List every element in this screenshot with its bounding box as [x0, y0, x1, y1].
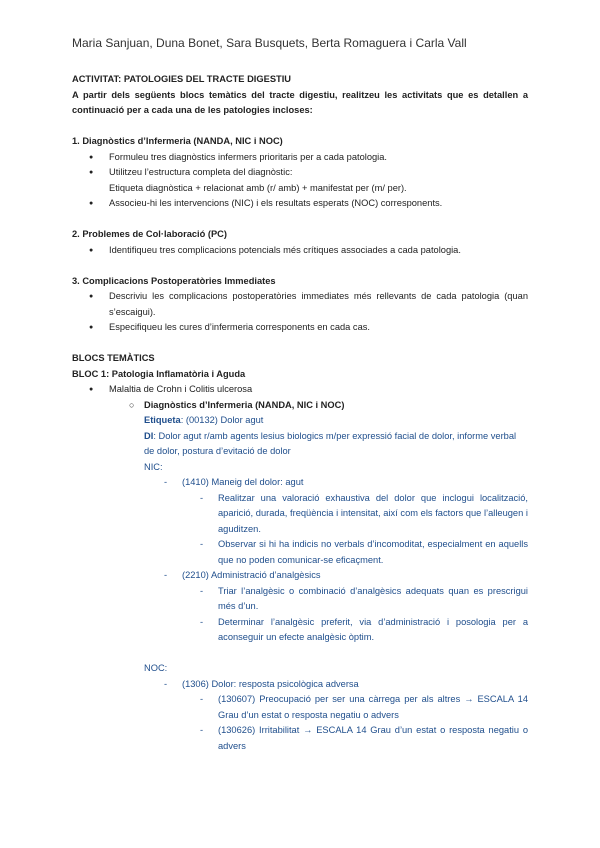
list-item: ● Descriviu les complicacions postoperatòries immediates més rellevants de cada patologia (quan s’escaigui). — [72, 289, 528, 320]
di-line — [72, 429, 528, 460]
dash-bullet-icon: - — [200, 492, 204, 503]
list-item: ● Associeu-hi les intervencions (NIC) i els resultats esperats (NOC) corresponents. — [72, 196, 528, 212]
list-item: ● Identifiqueu tres complicacions potencials més crítiques associades a cada patologia. — [72, 243, 528, 259]
bloc1-list — [72, 382, 528, 398]
section-heading: 1. Diagnòstics d’Infermeria (NANDA, NIC i NOC) — [72, 136, 283, 146]
dash-bullet-icon: - — [164, 678, 168, 689]
dash-bullet-icon: - — [164, 570, 168, 580]
dash-bullet-icon: - — [200, 725, 204, 735]
section-3-list — [72, 289, 528, 336]
diagnostic-subheading: ○ Diagnòstics d’Infermeria (NANDA, NIC i NOC) — [72, 398, 528, 414]
etiqueta-label: Etiqueta — [144, 415, 181, 425]
bloc1-title: BLOC 1: Patologia Inflamatòria i Aguda — [72, 368, 246, 379]
section-heading: 3. Complicacions Postoperatòries Immediates — [72, 275, 276, 286]
dash-bullet-icon: - — [200, 616, 204, 627]
section-1-list — [72, 150, 528, 212]
list-item-continuation: Etiqueta diagnòstica + relacionat amb (r/ amb) + manifestat per (m/ per). — [109, 182, 407, 193]
blocs-title: BLOCS TEMÀTICS — [72, 353, 155, 363]
activity-title: ACTIVITAT: PATOLOGIES DEL TRACTE DIGESTIU — [72, 74, 291, 84]
nic-subitem: - Triar l’analgèsic o combinació d’analgèsics adequats quan es prescrigui més d’un. — [200, 585, 528, 611]
list-item: ● Formuleu tres diagnòstics infermers prioritaris per a cada patologia. — [72, 150, 528, 166]
dash-bullet-icon: - — [164, 477, 168, 487]
nic-subitem: - Determinar l’analgèsic preferit, via d’administració i posologia per a aconseguir un efecte analgèsic òptim. — [200, 616, 528, 642]
section-2-list — [72, 243, 528, 259]
dash-bullet-icon: - — [200, 694, 204, 704]
dash-bullet-icon: - — [200, 539, 204, 549]
list-item: ● Especifiqueu les cures d’infermeria corresponents en cada cas. — [72, 320, 528, 336]
document-body — [72, 72, 528, 754]
di-label: DI — [144, 430, 154, 441]
section-heading: 2. Problemes de Col·laboració (PC) — [72, 229, 227, 239]
list-item — [72, 165, 528, 196]
activity-intro: A partir dels següents blocs temàtics del tracte digestiu, realitzeu les activitats que es detallen a continuació per a cada una de les patologies incloses: — [72, 89, 528, 115]
nic-item: - (1410) Maneig del dolor: agut — [72, 475, 528, 491]
disease-item: ● Malaltia de Crohn i Colitis ulcerosa — [72, 382, 528, 398]
nic-subitem: - Observar si hi ha indicis no verbals d’incomoditat, especialment en aquells que no poden comunicar-se eficaçment. — [200, 539, 528, 565]
di-value: : Dolor agut r/amb agents lesius biologics m/per expressió facial de dolor, informe verbal de dolor, postura d’evitació de dolor — [144, 430, 517, 456]
authors-header: Maria Sanjuan, Duna Bonet, Sara Busquets, Berta Romaguera i Carla Vall — [72, 36, 467, 50]
list-item-text: Utilitzeu l’estructura completa del diagnòstic: — [109, 167, 293, 177]
nic-item: - (2210) Administració d’analgèsics — [72, 568, 528, 584]
circle-bullet-icon: ○ — [129, 399, 135, 410]
nic-label: NIC: — [144, 461, 163, 472]
noc-subitem: - (130626) Irritabilitat → ESCALA 14 Grau d’un estat o resposta negatiu o advers — [200, 725, 528, 751]
etiqueta-value: : (00132) Dolor agut — [180, 415, 264, 425]
etiqueta-line — [72, 413, 528, 429]
dash-bullet-icon: - — [200, 585, 204, 596]
noc-subitem: - (130607) Preocupació per ser una càrrega per als altres → ESCALA 14 Grau d’un estat o resposta negatiu o advers — [200, 694, 528, 720]
noc-item: - (1306) Dolor: resposta psicològica adversa — [72, 677, 528, 693]
noc-label: NOC: — [144, 663, 168, 673]
nic-subitem: - Realitzar una valoració exhaustiva del dolor que inclogui localització, aparició, durada, freqüència i intensitat, així com els factors que l’alleugen i aguditzen. — [200, 492, 528, 534]
